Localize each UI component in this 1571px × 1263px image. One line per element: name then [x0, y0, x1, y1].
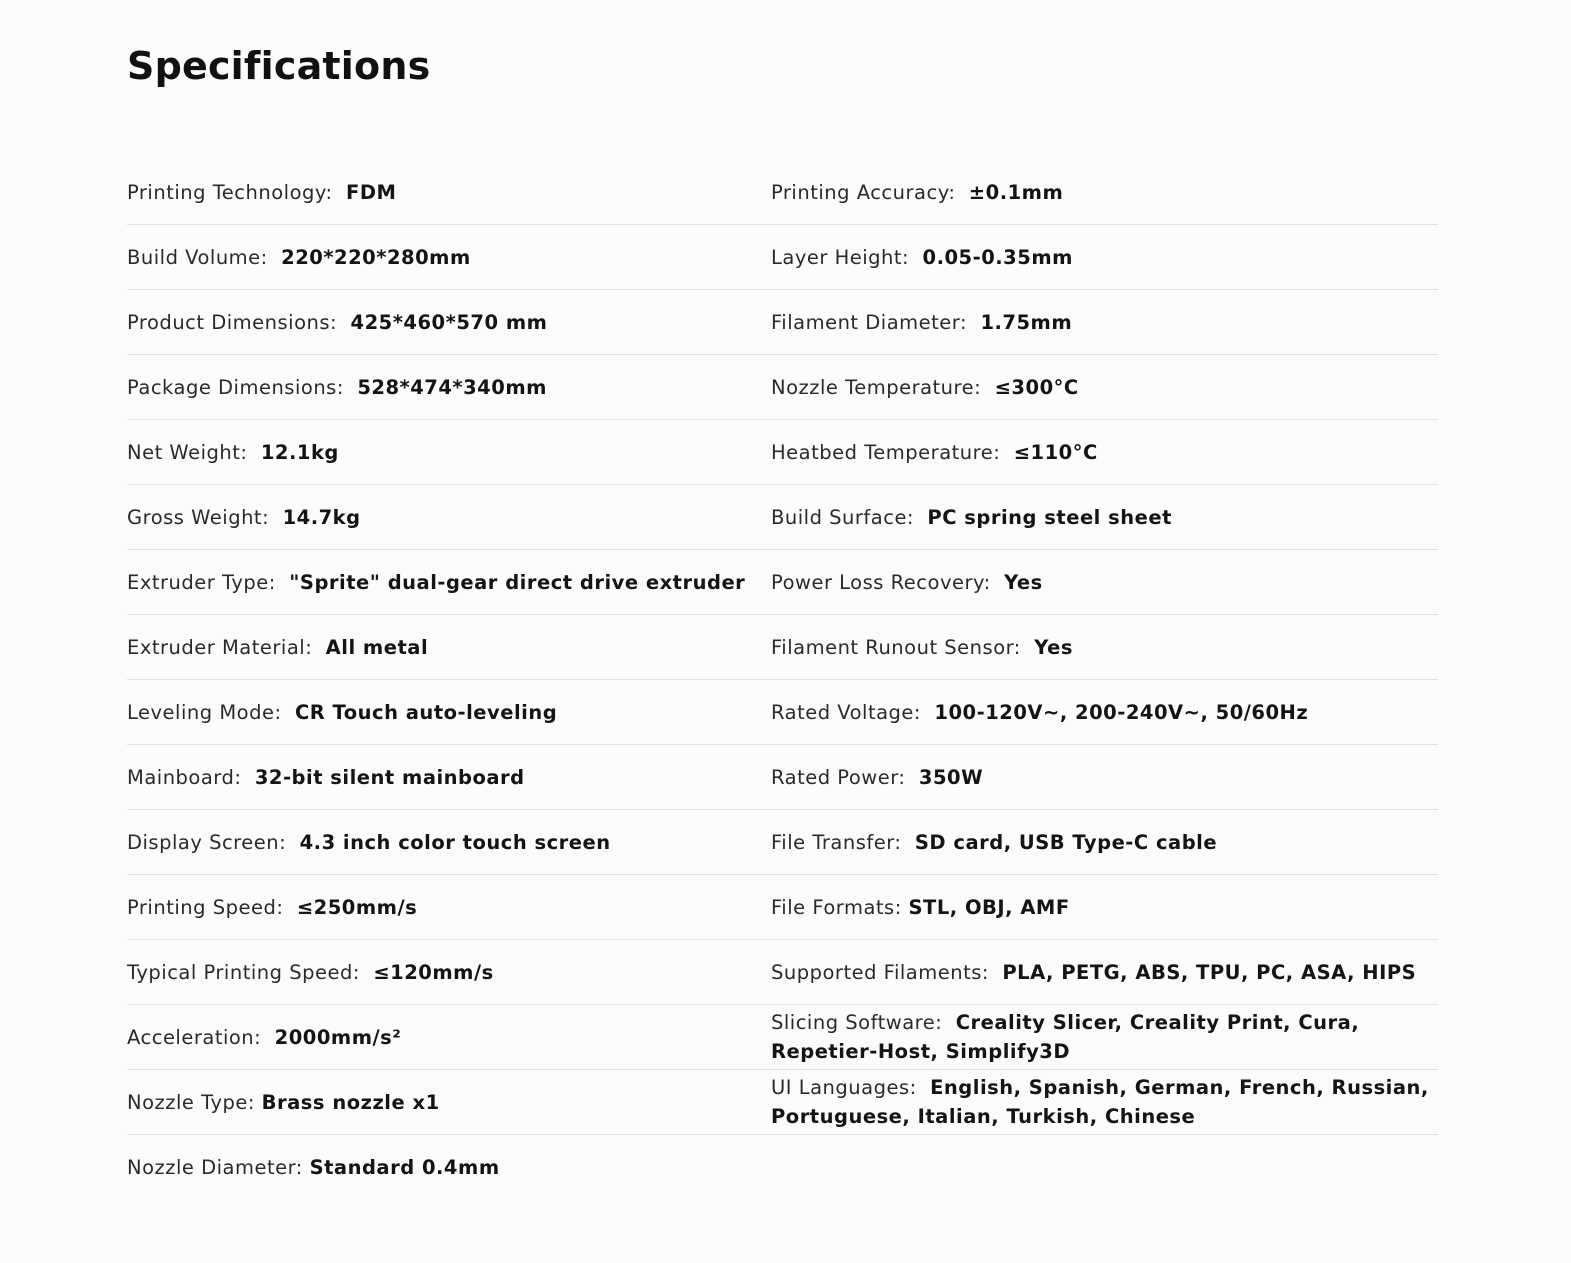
spec-row	[127, 680, 1438, 745]
spec-label: Typical Printing Speed:	[127, 960, 374, 984]
spec-item-left	[127, 1135, 771, 1199]
spec-text	[127, 763, 525, 792]
spec-item-right	[771, 1005, 1438, 1069]
spec-text	[771, 178, 1063, 207]
spec-label: Rated Power:	[771, 765, 919, 789]
spec-item-right	[771, 1070, 1438, 1134]
spec-value: 12.1kg	[260, 440, 339, 464]
spec-label: Package Dimensions:	[127, 375, 358, 399]
spec-text	[771, 828, 1217, 857]
spec-label: Supported Filaments:	[771, 960, 1003, 984]
spec-item-left	[127, 615, 771, 679]
spec-item-left	[127, 1070, 771, 1134]
spec-value: PC spring steel sheet	[927, 505, 1172, 529]
spec-value: English, Spanish, German, French, Russian, Portuguese, Italian, Turkish, Chinese	[771, 1076, 1429, 1128]
spec-text	[771, 1008, 1438, 1066]
spec-label: Filament Runout Sensor:	[771, 635, 1035, 659]
spec-label: Extruder Type:	[127, 570, 290, 594]
spec-label: File Transfer:	[771, 830, 915, 854]
spec-value: Yes	[1034, 635, 1073, 659]
spec-row	[127, 290, 1438, 355]
spec-label: Display Screen:	[127, 830, 300, 854]
spec-text	[127, 308, 547, 337]
spec-text	[771, 373, 1079, 402]
spec-row	[127, 615, 1438, 680]
spec-value: 220*220*280mm	[281, 245, 471, 269]
spec-label: Build Surface:	[771, 505, 928, 529]
spec-text	[127, 1153, 500, 1182]
spec-label: Leveling Mode:	[127, 700, 295, 724]
spec-text	[771, 698, 1308, 727]
spec-item-left	[127, 1005, 771, 1069]
spec-row	[127, 745, 1438, 810]
spec-value: ≤120mm/s	[373, 960, 494, 984]
spec-label: Mainboard:	[127, 765, 255, 789]
spec-text	[127, 503, 361, 532]
spec-value: PLA, PETG, ABS, TPU, PC, ASA, HIPS	[1002, 960, 1417, 984]
spec-text	[127, 568, 745, 597]
spec-label: Layer Height:	[771, 245, 923, 269]
spec-label: Nozzle Diameter:	[127, 1155, 310, 1179]
spec-label: UI Languages:	[771, 1076, 931, 1099]
spec-value: CR Touch auto-leveling	[294, 700, 558, 724]
spec-text	[127, 243, 471, 272]
spec-label: File Formats:	[771, 895, 909, 919]
spec-value: All metal	[325, 635, 429, 659]
spec-item-right	[771, 225, 1438, 289]
spec-text	[127, 633, 428, 662]
spec-item-right	[771, 875, 1438, 939]
spec-item-right	[771, 1135, 1438, 1199]
spec-text	[771, 1073, 1438, 1131]
spec-value: Yes	[1004, 570, 1043, 594]
spec-row	[127, 420, 1438, 485]
spec-label: Heatbed Temperature:	[771, 440, 1014, 464]
spec-value: FDM	[346, 180, 397, 204]
spec-value: Brass nozzle x1	[261, 1090, 440, 1114]
spec-value: 2000mm/s²	[274, 1025, 402, 1049]
spec-row	[127, 225, 1438, 290]
spec-value: 0.05-0.35mm	[922, 245, 1073, 269]
spec-value: 100-120V~, 200-240V~, 50/60Hz	[934, 700, 1309, 724]
spec-label: Net Weight:	[127, 440, 261, 464]
spec-value: SD card, USB Type-C cable	[914, 830, 1218, 854]
spec-item-left	[127, 225, 771, 289]
spec-row	[127, 875, 1438, 940]
spec-item-left	[127, 485, 771, 549]
spec-value: 14.7kg	[282, 505, 361, 529]
spec-text	[771, 243, 1073, 272]
spec-label: Extruder Material:	[127, 635, 326, 659]
spec-item-left	[127, 745, 771, 809]
spec-item-left	[127, 290, 771, 354]
spec-row	[127, 810, 1438, 875]
spec-value: Creality Slicer, Creality Print, Cura, Repetier-Host, Simplify3D	[771, 1011, 1360, 1063]
spec-value: 4.3 inch color touch screen	[299, 830, 611, 854]
spec-label: Power Loss Recovery:	[771, 570, 1005, 594]
spec-item-left	[127, 420, 771, 484]
spec-text	[771, 763, 983, 792]
spec-item-left	[127, 355, 771, 419]
spec-text	[127, 438, 339, 467]
spec-item-right	[771, 550, 1438, 614]
spec-label: Printing Technology:	[127, 180, 346, 204]
spec-row	[127, 550, 1438, 615]
spec-text	[127, 958, 494, 987]
page-title: Specifications	[127, 44, 431, 88]
spec-value: Standard 0.4mm	[309, 1155, 500, 1179]
spec-item-right	[771, 615, 1438, 679]
spec-text	[771, 958, 1416, 987]
spec-label: Rated Voltage:	[771, 700, 935, 724]
spec-value: 350W	[918, 765, 984, 789]
spec-value: "Sprite" dual-gear direct drive extruder	[289, 570, 746, 594]
spec-label: Build Volume:	[127, 245, 282, 269]
spec-item-left	[127, 810, 771, 874]
spec-item-left	[127, 875, 771, 939]
spec-text	[771, 633, 1073, 662]
spec-row	[127, 1005, 1438, 1070]
spec-item-right	[771, 355, 1438, 419]
spec-value: 32-bit silent mainboard	[254, 765, 525, 789]
spec-label: Product Dimensions:	[127, 310, 351, 334]
spec-item-left	[127, 940, 771, 1004]
spec-value: 528*474*340mm	[357, 375, 547, 399]
spec-item-left	[127, 160, 771, 224]
spec-item-left	[127, 680, 771, 744]
spec-text	[771, 438, 1098, 467]
spec-label: Printing Speed:	[127, 895, 297, 919]
spec-text	[127, 373, 547, 402]
spec-item-right	[771, 290, 1438, 354]
spec-label: Nozzle Type:	[127, 1090, 262, 1114]
spec-text	[127, 828, 611, 857]
spec-row	[127, 355, 1438, 420]
spec-text	[771, 568, 1043, 597]
spec-value: 425*460*570 mm	[350, 310, 548, 334]
spec-label: Gross Weight:	[127, 505, 283, 529]
spec-value: ≤300°C	[994, 375, 1079, 399]
spec-text	[127, 178, 396, 207]
spec-label: Acceleration:	[127, 1025, 275, 1049]
spec-text	[127, 698, 557, 727]
spec-row	[127, 1070, 1438, 1135]
spec-value: 1.75mm	[980, 310, 1073, 334]
spec-row	[127, 1135, 1438, 1199]
spec-text	[771, 503, 1172, 532]
spec-item-right	[771, 680, 1438, 744]
spec-item-left	[127, 550, 771, 614]
spec-value: ≤250mm/s	[296, 895, 418, 919]
spec-label: Slicing Software:	[771, 1011, 956, 1034]
spec-item-right	[771, 745, 1438, 809]
spec-value: ±0.1mm	[968, 180, 1064, 204]
spec-label: Nozzle Temperature:	[771, 375, 995, 399]
spec-text	[127, 1023, 401, 1052]
spec-label: Printing Accuracy:	[771, 180, 969, 204]
spec-item-right	[771, 160, 1438, 224]
spec-row	[127, 940, 1438, 1005]
spec-item-right	[771, 810, 1438, 874]
spec-value: STL, OBJ, AMF	[908, 895, 1070, 919]
spec-row	[127, 160, 1438, 225]
spec-item-right	[771, 485, 1438, 549]
spec-text	[771, 308, 1072, 337]
spec-label: Filament Diameter:	[771, 310, 981, 334]
spec-table	[127, 160, 1438, 1199]
spec-item-right	[771, 940, 1438, 1004]
spec-row	[127, 485, 1438, 550]
spec-value: ≤110°C	[1013, 440, 1098, 464]
spec-text	[771, 893, 1070, 922]
spec-text	[127, 1088, 440, 1117]
spec-item-right	[771, 420, 1438, 484]
spec-text	[127, 893, 417, 922]
